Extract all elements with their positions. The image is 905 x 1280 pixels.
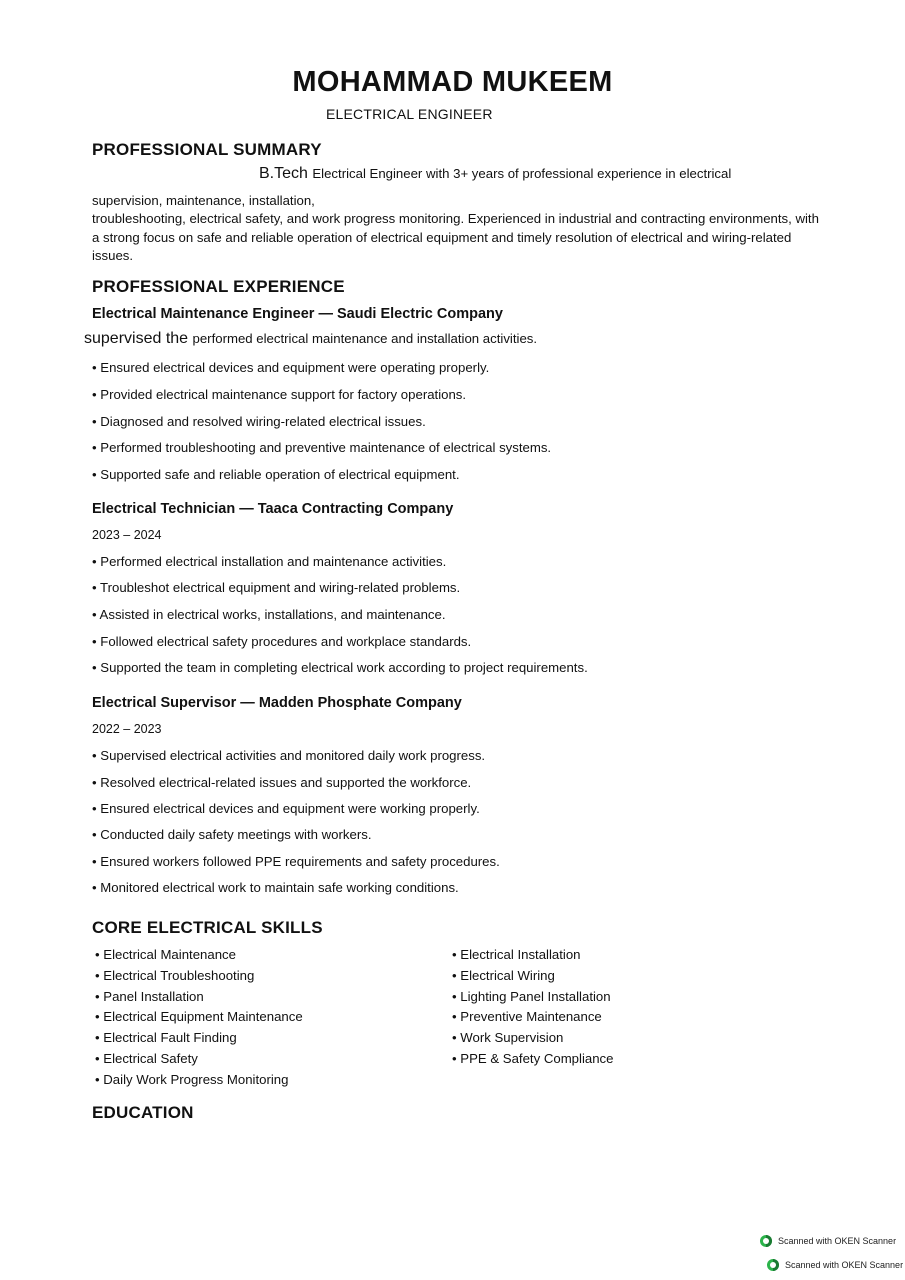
summary-heading: PROFESSIONAL SUMMARY — [92, 140, 322, 159]
scanner-watermark — [767, 1259, 903, 1271]
job-bullet: • Troubleshot electrical equipment and wiring-related problems. — [92, 580, 461, 595]
scanner-text: Scanned with OKEN Scanner — [785, 1260, 904, 1270]
job-bullet: • Supported safe and reliable operation of electrical equipment. — [92, 467, 460, 482]
summary-first-line — [259, 165, 731, 183]
skill-item: • PPE & Safety Compliance — [452, 1051, 614, 1066]
job-bullet: • Conducted daily safety meetings with workers. — [92, 827, 372, 842]
job-bullet: • Provided electrical maintenance support for factory operations. — [92, 387, 467, 402]
job-dates: 2023 – 2024 — [92, 528, 162, 542]
scanner-watermark — [760, 1235, 896, 1247]
job-bullet: • Diagnosed and resolved wiring-related electrical issues. — [92, 414, 426, 429]
summary-line-2: supervision, maintenance, installation, — [92, 193, 315, 208]
job-bullet: • Resolved electrical-related issues and supported the workforce. — [92, 775, 472, 790]
job-bullet: • Ensured workers followed PPE requirements and safety procedures. — [92, 854, 500, 869]
scanner-logo-icon — [760, 1235, 772, 1247]
scanner-text: Scanned with OKEN Scanner — [778, 1236, 897, 1246]
skill-item: • Preventive Maintenance — [452, 1009, 602, 1024]
skill-item: • Lighting Panel Installation — [452, 989, 611, 1004]
experience-heading: PROFESSIONAL EXPERIENCE — [92, 277, 345, 296]
job-bullet: • Ensured electrical devices and equipment were operating properly. — [92, 360, 490, 375]
job-bullet: • Performed electrical installation and maintenance activities. — [92, 554, 447, 569]
job-bullet: • Supported the team in completing electrical work according to project requirements. — [92, 660, 588, 675]
education-heading: EDUCATION — [92, 1103, 194, 1122]
job-intro-text: performed electrical maintenance and installation activities. — [192, 331, 538, 346]
skill-item: • Electrical Fault Finding — [95, 1030, 237, 1045]
job-title: Electrical Supervisor — Madden Phosphate Company — [92, 695, 462, 711]
job-dates: 2022 – 2023 — [92, 722, 162, 736]
scanner-logo-icon — [767, 1259, 779, 1271]
job-bullet: • Followed electrical safety procedures and workplace standards. — [92, 634, 472, 649]
summary-line-1: Electrical Engineer with 3+ years of professional experience in electrical — [312, 166, 732, 181]
summary-paragraph: troubleshooting, electrical safety, and work progress monitoring. Experienced in industrial and contracting environments, with a strong focus on safe and reliable operation of electrical equipment and timely resolution of electrical and wiring-related issues. — [92, 211, 819, 263]
candidate-name: MOHAMMAD MUKEEM — [292, 66, 613, 98]
skill-item: • Electrical Wiring — [452, 968, 555, 983]
summary-prefix: B.Tech — [259, 165, 308, 182]
candidate-title: ELECTRICAL ENGINEER — [326, 106, 493, 122]
skill-item: • Electrical Safety — [95, 1051, 198, 1066]
job-bullet: • Assisted in electrical works, installations, and maintenance. — [92, 607, 446, 622]
job-bullet: • Performed troubleshooting and preventive maintenance of electrical systems. — [92, 440, 552, 455]
job-title: Electrical Maintenance Engineer — Saudi Electric Company — [92, 306, 503, 322]
job-bullet: • Monitored electrical work to maintain safe working conditions. — [92, 880, 459, 895]
job-title: Electrical Technician — Taaca Contracting Company — [92, 501, 454, 517]
skill-item: • Electrical Equipment Maintenance — [95, 1009, 303, 1024]
skill-item: • Work Supervision — [452, 1030, 564, 1045]
skill-item: • Electrical Maintenance — [95, 947, 236, 962]
skill-item: • Electrical Troubleshooting — [95, 968, 255, 983]
skills-heading: CORE ELECTRICAL SKILLS — [92, 918, 323, 937]
job-intro-handwritten: supervised the — [84, 330, 189, 347]
skill-item: • Daily Work Progress Monitoring — [95, 1072, 289, 1087]
skill-item: • Electrical Installation — [452, 947, 581, 962]
job-bullet: • Ensured electrical devices and equipment were working properly. — [92, 801, 480, 816]
skill-item: • Panel Installation — [95, 989, 204, 1004]
job-intro — [84, 330, 537, 348]
job-bullet: • Supervised electrical activities and monitored daily work progress. — [92, 748, 486, 763]
